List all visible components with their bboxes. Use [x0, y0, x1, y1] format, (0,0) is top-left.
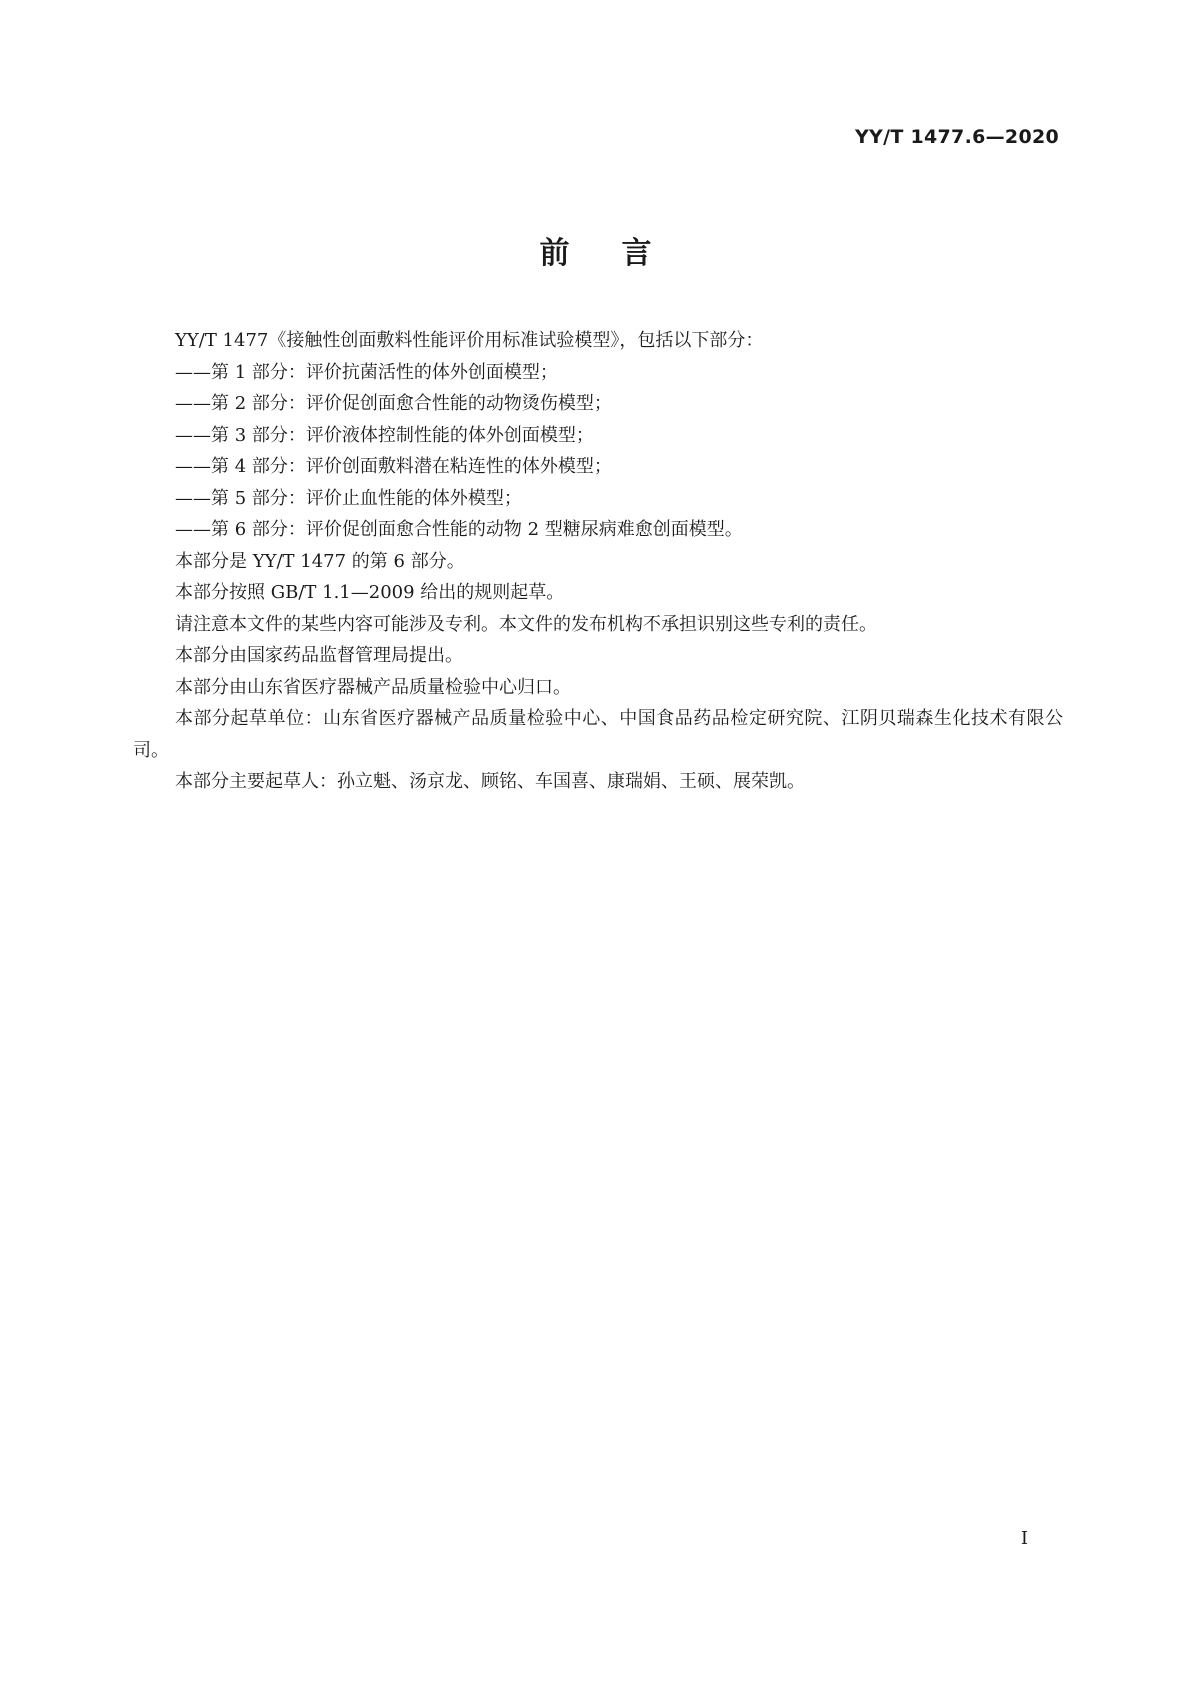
part-list-item-2: ——第 2 部分：评价促创面愈合性能的动物烫伤模型； [175, 393, 612, 414]
paragraph-centralized-by: 本部分由山东省医疗器械产品质量检验中心归口。 [175, 676, 571, 698]
paragraph-drafting-rules: 本部分按照 GB/T 1.1—2009 给出的规则起草。 [175, 582, 565, 603]
part-list-item-6: ——第 6 部分：评价促创面愈合性能的动物 2 型糖尿病难愈创面模型。 [175, 519, 743, 540]
part-list-item-3: ——第 3 部分：评价液体控制性能的体外创面模型； [175, 424, 594, 446]
paragraph-drafters: 本部分主要起草人：孙立魁、汤京龙、顾铭、车国喜、康瑞娟、王硕、展荣凯。 [175, 771, 805, 792]
standard-code-header: YY/T 1477.6—2020 [854, 126, 1059, 148]
paragraph-part-statement: 本部分是 YY/T 1477 的第 6 部分。 [175, 550, 465, 572]
part-list-item-5: ——第 5 部分：评价止血性能的体外模型； [175, 487, 522, 509]
paragraph-proposer: 本部分由国家药品监督管理局提出。 [175, 645, 463, 666]
page-number: I [1020, 1528, 1028, 1549]
foreword-body [133, 325, 1063, 798]
part-list-item-1: ——第 1 部分：评价抗菌活性的体外创面模型； [175, 361, 558, 383]
intro-paragraph: YY/T 1477《接触性创面敷料性能评价用标准试验模型》，包括以下部分： [175, 330, 764, 351]
part-list-item-4: ——第 4 部分：评价创面敷料潜在粘连性的体外模型； [175, 456, 612, 477]
page-title: 前言 [539, 236, 704, 271]
paragraph-patent-notice: 请注意本文件的某些内容可能涉及专利。本文件的发布机构不承担识别这些专利的责任。 [175, 613, 877, 635]
paragraph-drafting-units: 本部分起草单位：山东省医疗器械产品质量检验中心、中国食品药品检定研究院、江阴贝瑞森生化技术有限公司。 [133, 708, 1063, 761]
